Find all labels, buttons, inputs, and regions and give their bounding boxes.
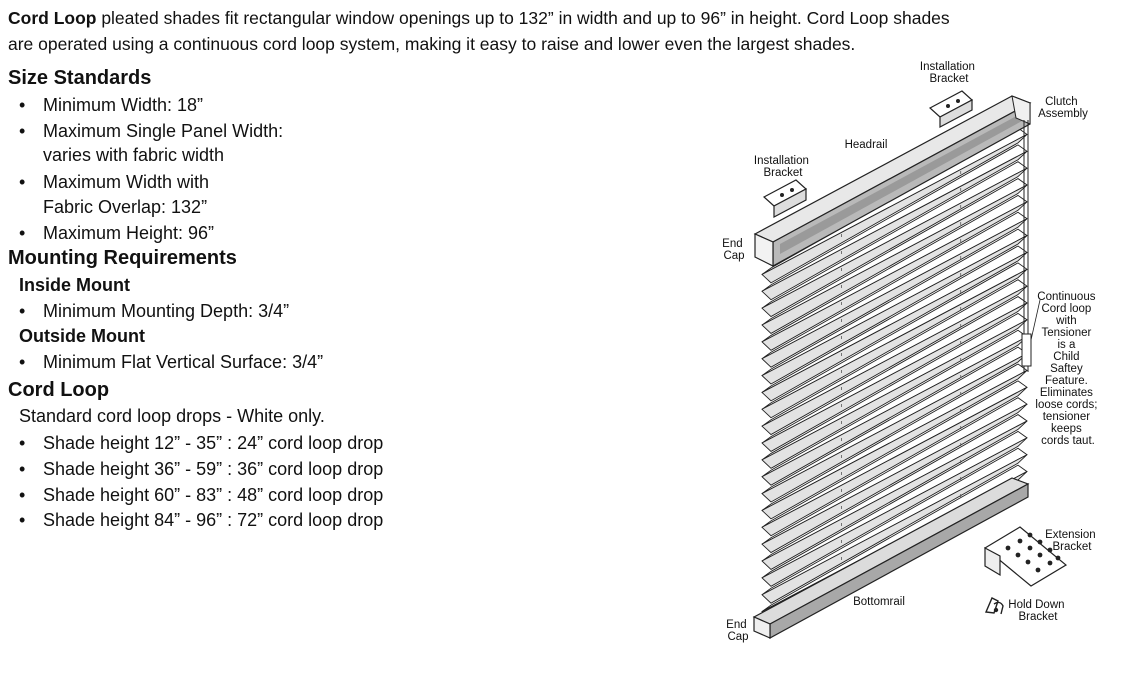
- intro-line-2: are operated using a continuous cord loop system, making it easy to raise and lower even the largest shades.: [8, 34, 856, 54]
- size-standards-heading: Size Standards: [8, 67, 152, 89]
- hold-down-bracket-icon: [986, 598, 1003, 614]
- outside-mount-item: • Minimum Flat Vertical Surface: 3/4”: [19, 352, 324, 372]
- label-clutch-assembly: Clutch Assembly: [1038, 96, 1088, 120]
- size-item-max-height: • Maximum Height: 96”: [19, 223, 215, 243]
- cord-loop-item: • Shade height 36” - 59” : 36” cord loop drop: [19, 459, 384, 479]
- cord-loop-heading: Cord Loop: [8, 379, 110, 401]
- outside-mount-heading: Outside Mount: [19, 326, 145, 346]
- cord-loop-note: Standard cord loop drops - White only.: [19, 406, 325, 426]
- label-installation-bracket-left: Installation Bracket: [753, 155, 809, 179]
- leader-line: [1031, 300, 1040, 340]
- mounting-heading: Mounting Requirements: [8, 247, 237, 269]
- cord-loop-item: • Shade height 60” - 83” : 48” cord loop drop: [19, 485, 384, 505]
- size-item-max-panel-cont: varies with fabric width: [43, 145, 225, 165]
- intro-line-1: Cord Loop pleated shades fit rectangular window openings up to 132” in width and up to 96” in height. Cord Loop shades: [8, 8, 950, 28]
- cord-loop-item: • Shade height 84” - 96” : 72” cord loop drop: [19, 510, 384, 530]
- inside-mount-item: • Minimum Mounting Depth: 3/4”: [19, 301, 290, 321]
- label-headrail: Headrail: [844, 139, 888, 151]
- cord-tensioner: [1022, 334, 1031, 366]
- label-bottomrail: Bottomrail: [853, 596, 905, 608]
- size-item-min-width: • Minimum Width: 18”: [19, 95, 204, 115]
- size-item-max-width: • Maximum Width with: [19, 172, 210, 192]
- label-hold-down-bracket: Hold Down Bracket: [1008, 599, 1065, 623]
- label-end-cap-bottom: End Cap: [726, 619, 749, 643]
- size-item-max-width-cont: Fabric Overlap: 132”: [43, 197, 208, 217]
- inside-mount-heading: Inside Mount: [19, 275, 130, 295]
- intro-lead: Cord Loop: [8, 8, 97, 28]
- label-continuous-cord: Continuous Cord loop with Tensioner is a Child Saftey Feature. Eliminates loose cords; tensioner keeps cords taut.: [1035, 291, 1098, 447]
- label-end-cap-top: End Cap: [722, 238, 745, 262]
- size-item-max-panel: • Maximum Single Panel Width:: [19, 121, 284, 141]
- label-installation-bracket-top: Installation Bracket: [919, 61, 975, 85]
- cord-loop-item: • Shade height 12” - 35” : 24” cord loop drop: [19, 433, 384, 453]
- label-extension-bracket: Extension Bracket: [1045, 529, 1096, 553]
